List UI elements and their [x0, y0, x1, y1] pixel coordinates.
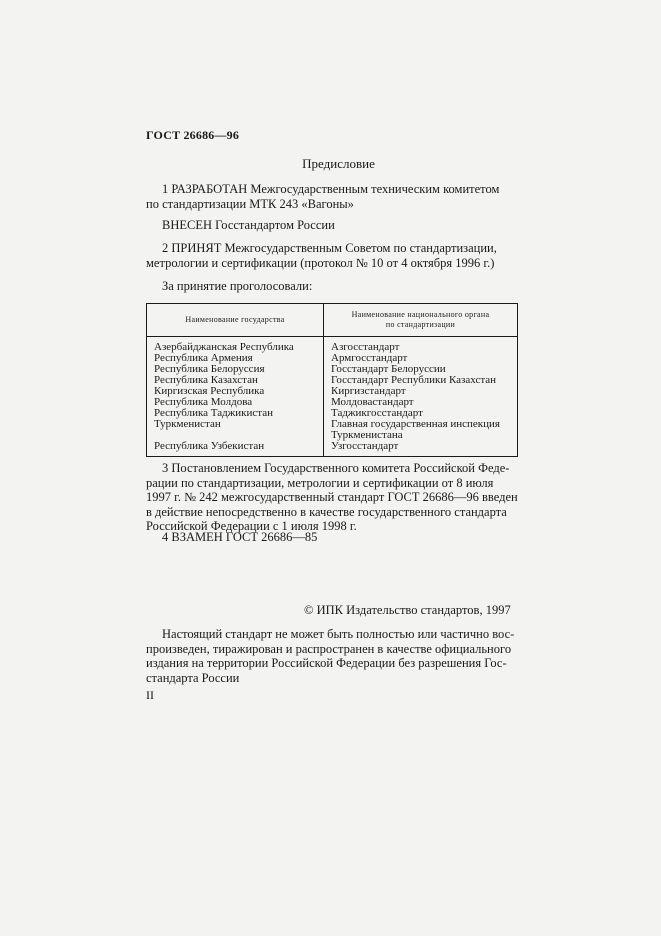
col-header-body	[324, 304, 518, 337]
table-cell-state: Туркменистан	[154, 418, 221, 430]
table-cell-body: Госстандарт Республики Казахстан	[331, 374, 497, 386]
resolution-line-2: рации по стандартизации, метрологии и сертификации от 8 июля	[146, 475, 494, 490]
standard-code-header: ГОСТ 26686—96	[146, 128, 240, 142]
body-column	[324, 337, 518, 457]
table-cell-state: Республика Белоруссия	[154, 363, 265, 375]
notice-line-1: Настоящий стандарт не может быть полностью или частично вос-	[162, 627, 515, 641]
resolution-line-3: 1997 г. № 242 межгосударственный стандарт ГОСТ 26686—96 введен	[146, 490, 518, 504]
developed-line-2: по стандартизации МТК 243 «Вагоны»	[146, 196, 354, 211]
voted-intro: За принятие проголосовали:	[162, 279, 313, 293]
table-cell-state: Республика Армения	[154, 352, 253, 364]
table-cell-body: Таджикгосстандарт	[331, 407, 423, 419]
table-cell-body: Туркменистана	[331, 429, 403, 441]
developed-paragraph	[146, 182, 518, 211]
notice-line-4: стандарта России	[146, 670, 240, 685]
table-cell-body: Главная государственная инспекция	[331, 418, 500, 430]
table-cell-state: Киргизская Республика	[154, 385, 265, 397]
adopted-line-1: 2 ПРИНЯТ Межгосударственным Советом по стандартизации,	[162, 241, 497, 255]
adopted-line-2: метрологии и сертификации (протокол № 10 от 4 октября 1996 г.)	[146, 255, 495, 270]
table-cell-body: Госстандарт Белоруссии	[331, 363, 446, 375]
reproduction-notice	[146, 627, 518, 685]
table-cell-body: Азгосстандарт	[331, 341, 400, 353]
developed-line-1: 1 РАЗРАБОТАН Межгосударственным техническим комитетом	[162, 182, 500, 196]
table-cell-body: Киргизстандарт	[331, 385, 406, 397]
table-cell-state: Республика Казахстан	[154, 374, 258, 386]
table-cell-state: Республика Молдова	[154, 396, 253, 408]
col-header-state: Наименование государства	[147, 304, 324, 337]
introduced-paragraph: ВНЕСЕН Госстандартом России	[162, 218, 335, 232]
table-cell-state: Азербайджанская Республика	[154, 341, 294, 353]
resolution-line-5: Российской Федерации с 1 июля 1998 г.	[146, 519, 357, 533]
copyright-line: © ИПК Издательство стандартов, 1997	[304, 603, 511, 617]
resolution-line-4: в действие непосредственно в качестве государственного стандарта	[146, 504, 507, 519]
table-cell-body: Узгосстандарт	[331, 440, 399, 452]
table-cell-body: Молдовастандарт	[331, 396, 414, 408]
section-title: Предисловие	[302, 156, 375, 171]
table-cell-state: Республика Узбекистан	[154, 440, 265, 452]
table-cell-body: Армгосстандарт	[331, 352, 408, 364]
col-header-body-line-1: Наименование национального органа	[351, 310, 490, 319]
notice-line-3: издания на территории Российской Федерации без разрешения Гос-	[146, 656, 507, 670]
replaces-paragraph: 4 ВЗАМЕН ГОСТ 26686—85	[162, 530, 318, 544]
adopted-paragraph	[146, 241, 518, 270]
page-number: II	[146, 688, 154, 702]
resolution-paragraph	[146, 461, 518, 534]
notice-line-2: произведен, тиражирован и распространен в качестве официального	[146, 641, 512, 656]
resolution-line-1: 3 Постановлением Государственного комитета Российской Феде-	[162, 461, 510, 475]
state-column	[147, 337, 324, 457]
table-cell-state: Республика Таджикистан	[154, 407, 273, 419]
voting-table	[146, 303, 518, 457]
col-header-body-line-2: по стандартизации	[385, 320, 456, 329]
